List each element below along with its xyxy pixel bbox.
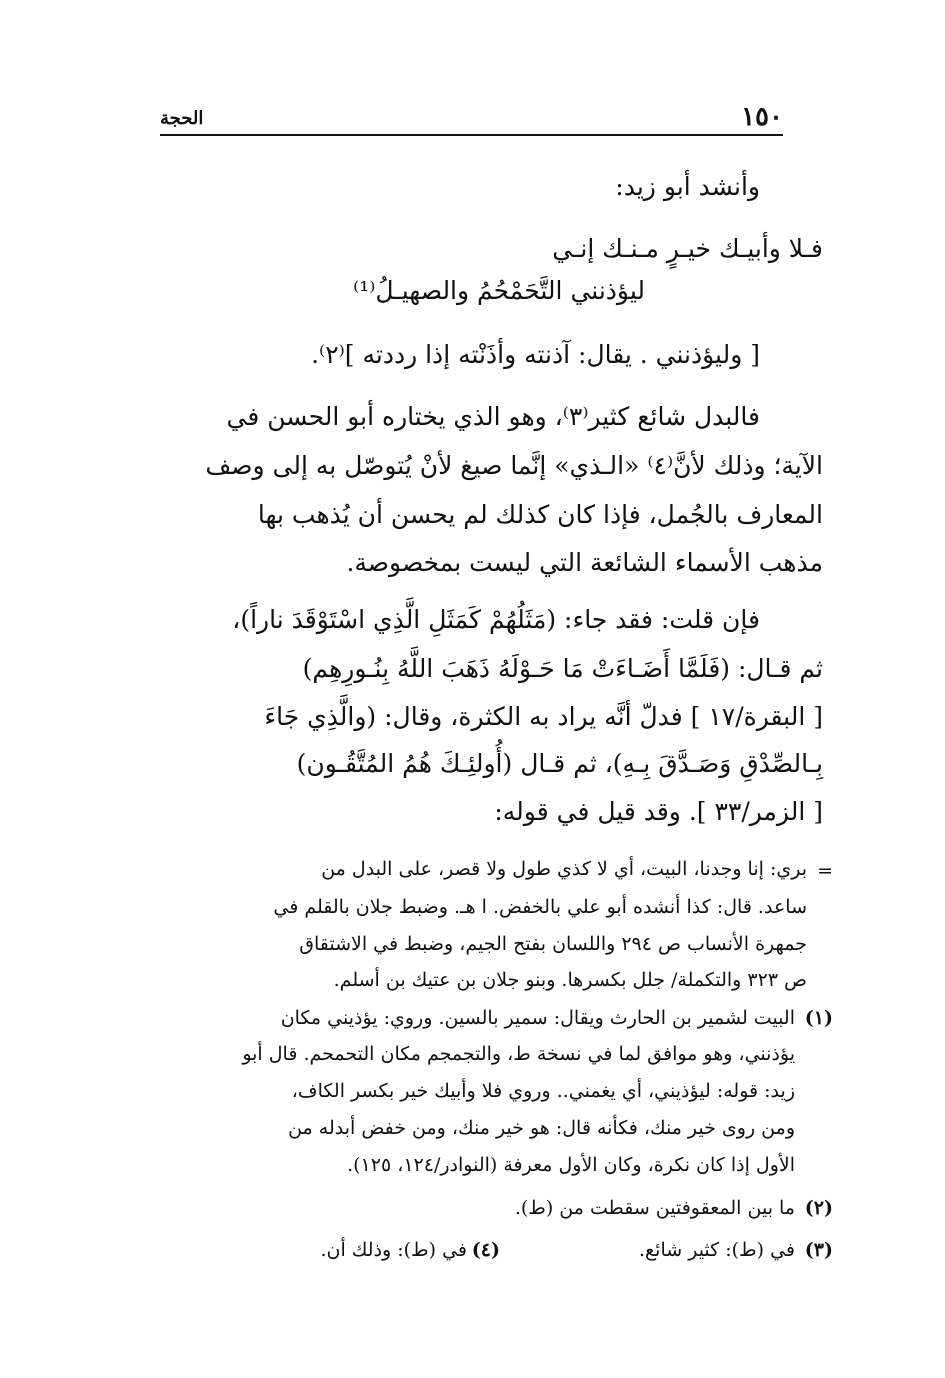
- footnote-line: ما بين المعقوفتين سقطت من (ط).: [514, 1197, 795, 1219]
- footnote-line: الأول إذا كان نكرة، وكان الأول معرفة (النوادر/١٢٤، ١٢٥).: [347, 1154, 795, 1176]
- footnote-line: ساعد. قال: كذا أنشده أبو علي بالخفض. ا هـ. وضبط جلان بالقلم في: [273, 896, 807, 918]
- text-line: فإن قلت: فقد جاء: (مَثَلُهُمْ كَمَثَلِ الَّذِي اسْتَوْقَدَ ناراً)،: [232, 605, 760, 634]
- footnote-line: زيد: قوله: ليؤذيني، أي يغمني.. وروي فلا وأبيك خير بكسر الكاف،: [291, 1080, 795, 1102]
- footnote-line: ومن روى خير منك، فكأنه قال: هو خير منك، ومن خفض أبدله من: [288, 1117, 795, 1139]
- header-rule: [160, 134, 783, 136]
- footnote-number: (٣): [804, 1239, 833, 1261]
- text-line: ثم قـال: (فَلَمَّا أَضَـاءَتْ مَا حَـوْلَهُ ذَهَبَ اللَّهُ بِنُـورِهِم): [302, 654, 823, 683]
- text-line: فالبدل شائع كثير⁽٣⁾، وهو الذي يختاره أبو الحسن في: [226, 402, 760, 431]
- text-line: [ وليؤذنني . يقال: آذنته وأذَنْته إذا رددته ]⁽٢⁾.: [311, 340, 760, 369]
- text-line: بِـالصِّدْقِ وَصَـدَّقَ بِـهِ)، ثم قـال (أُولئِـكَ هُمُ المُتَّقُـون): [296, 749, 823, 778]
- text-line: مذهب الأسماء الشائعة التي ليست بمخصوصة.: [346, 548, 823, 577]
- footnote-number: (٤): [471, 1239, 500, 1261]
- running-title: الحجة: [160, 108, 204, 129]
- footnote-line: البيت لشمير بن الحارث ويقال: سمير بالسين. وروي: يؤذيني مكان: [280, 1007, 795, 1029]
- footnote-number: (١): [804, 1007, 833, 1029]
- footnote-line: ص ٣٢٣ والتكملة/ جلل بكسرها. وبنو جلان بن عتيك بن أسلم.: [333, 969, 807, 991]
- page-header: [160, 98, 783, 132]
- verse-line-1: فـلا وأبيـك خيـرٍ مـنـك إنـي: [552, 234, 823, 263]
- footnote-line: في (ط): كثير شائع.: [639, 1239, 795, 1261]
- verse-line-2: ليؤذنني التَّحَمْحُمُ والصهيـلُ⁽¹⁾: [353, 276, 645, 305]
- footnote-line: بري: إنا وجدنا، البيت، أي لا كذي طول ولا قصر، على البدل من: [321, 858, 807, 880]
- text-line: الآية؛ وذلك لأنَّ⁽٤⁾ «الـذي» إنَّما صيغ لأنْ يُتوصّل به إلى وصف: [205, 451, 823, 480]
- footnote-line: في (ط): وذلك أن.: [320, 1239, 467, 1261]
- footnote-continuation-marker: =: [817, 860, 833, 882]
- page-number: ١٥٠: [741, 102, 783, 132]
- footnote-line: جمهرة الأنساب ص ٢٩٤ واللسان بفتح الجيم، وضبط في الاشتقاق: [299, 933, 807, 955]
- footnote-line: يؤذنني، وهو موافق لما في نسخة ط، والتجمجم مكان التحمحم. قال أبو: [242, 1043, 795, 1065]
- text-line: [ البقرة/١٧ ] فدلّ أنَّه يراد به الكثرة، وقال: (والَّذِي جَاءَ: [264, 702, 823, 731]
- footnote-number: (٢): [804, 1197, 833, 1219]
- text-line: المعارف بالجُمل، فإذا كان كذلك لم يحسن أن يُذهب بها: [257, 500, 823, 529]
- text-line: [ الزمر/٣٣ ]. وقد قيل في قوله:: [494, 797, 823, 826]
- text-line: وأنشد أبو زيد:: [615, 172, 760, 201]
